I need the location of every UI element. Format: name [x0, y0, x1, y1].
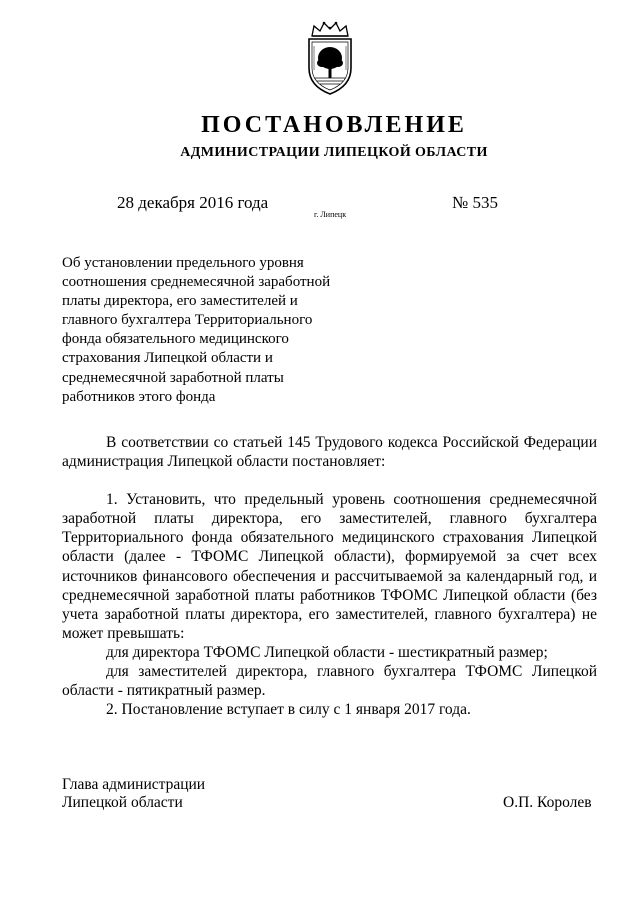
- document-title: ПОСТАНОВЛЕНИЕ: [201, 112, 467, 138]
- document-subtitle: АДМИНИСТРАЦИИ ЛИПЕЦКОЙ ОБЛАСТИ: [180, 145, 488, 160]
- item-1-paragraph: 1. Установить, что предельный уровень соотношения среднемесячной заработной платы директора, его заместителей, главного бухгалтера Территориального фонда обязательного медицинского страхования Липецкой области (далее - ТФОМС Липецкой области), формируемой за счет всех источников финансового обеспечения и рассчитываемой за календарный год, и среднемесячной заработной платы работников ТФОМС Липецкой области (без учета заработной платы директора, его заместителей, главного бухгалтера) не может превышать:: [62, 491, 597, 642]
- document-date: 28 декабря 2016 года: [117, 193, 269, 212]
- subject-line: платы директора, его заместителей и: [62, 293, 298, 310]
- preamble-paragraph: В соответствии со статьей 145 Трудового кодекса Российской Федерации администрация Липецкой области постановляет:: [62, 434, 597, 471]
- subject-line: фонда обязательного медицинского: [62, 331, 289, 348]
- signatory-position-line: Липецкой области: [62, 794, 183, 811]
- item-1-director-limit: для директора ТФОМС Липецкой области - шестикратный размер;: [106, 643, 548, 661]
- subject-line: среднемесячной заработной платы: [62, 369, 284, 386]
- item-2-paragraph: 2. Постановление вступает в силу с 1 января 2017 года.: [106, 701, 471, 719]
- signatory-position: [62, 776, 205, 812]
- signatory-position-line: Глава администрации: [62, 776, 206, 793]
- coat-of-arms-icon: [300, 20, 360, 98]
- signatory-name: О.П. Королев: [503, 794, 592, 811]
- document-subject: [62, 254, 352, 407]
- document-body: [62, 433, 597, 719]
- subject-line: работников этого фонда: [62, 388, 216, 405]
- subject-line: главного бухгалтера Территориального: [62, 312, 313, 329]
- document-number: № 535: [452, 193, 498, 212]
- subject-line: Об установлении предельного уровня: [62, 255, 304, 271]
- subject-line: соотношения среднемесячной заработной: [62, 274, 331, 291]
- subject-line: страхования Липецкой области и: [62, 350, 273, 367]
- item-1-deputies-limit: для заместителей директора, главного бухгалтера ТФОМС Липецкой области - пятикратный размер.: [62, 663, 597, 700]
- document-city: г. Липецк: [314, 210, 347, 219]
